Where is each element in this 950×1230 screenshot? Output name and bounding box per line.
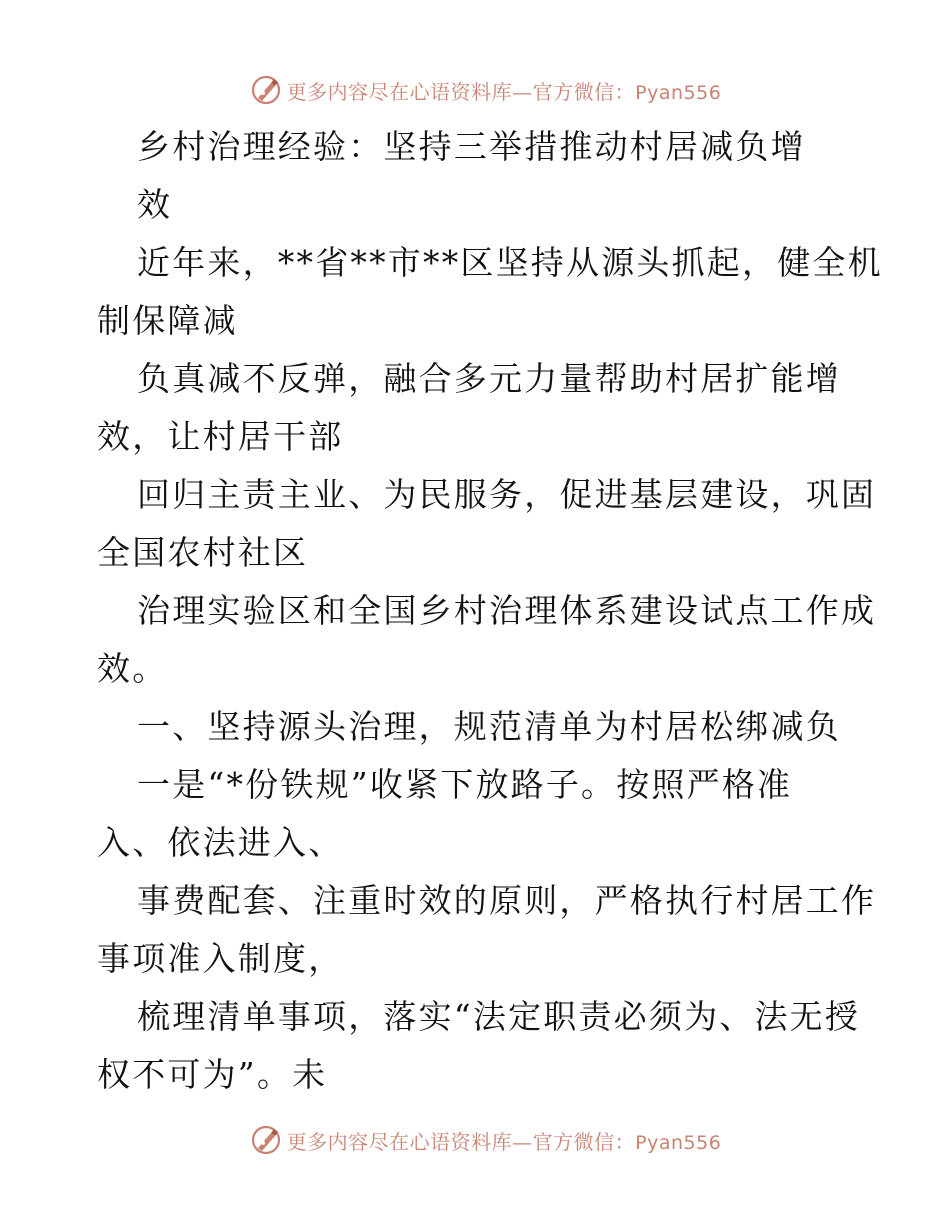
footer-watermark-banner [0, 1120, 950, 1160]
text-line: 权不可为”。未 [97, 1055, 328, 1094]
pen-logo-icon [249, 73, 283, 107]
text-line: 入、依法进入、 [97, 823, 344, 862]
text-line: 效。 [97, 649, 168, 688]
text-line: 一是“*份铁规”收紧下放路子。按照严格准 [137, 765, 793, 804]
text-line: 制保障减 [97, 301, 238, 340]
text-line: 负真减不反弹，融合多元力量帮助村居扩能增 [137, 359, 841, 398]
watermark-text: 更多内容尽在心语资料库—官方微信：Pyan556 [286, 79, 722, 104]
watermark-text: 更多内容尽在心语资料库—官方微信：Pyan556 [286, 1129, 722, 1154]
text-line: 治理实验区和全国乡村治理体系建设试点工作成 [137, 591, 877, 630]
text-line: 事费配套、注重时效的原则，严格执行村居工作 [137, 881, 877, 920]
header-watermark-banner [0, 70, 950, 110]
text-line: 近年来，**省**市**区坚持从源头抓起，健全机 [137, 243, 883, 282]
document-body [97, 118, 883, 1104]
text-line: 回归主责主业、为民服务，促进基层建设，巩固 [137, 475, 877, 514]
text-line: 全国农村社区 [97, 533, 309, 572]
text-line: 效 [137, 185, 173, 224]
text-line: 乡村治理经验：坚持三举措推动村居减负增 [137, 127, 806, 166]
pen-logo-icon [249, 1123, 283, 1157]
text-line: 梳理清单事项，落实“法定职责必须为、法无授 [137, 997, 861, 1036]
text-line: 一、坚持源头治理，规范清单为村居松绑减负 [137, 707, 841, 746]
text-line: 效，让村居干部 [97, 417, 344, 456]
text-line: 事项准入制度， [97, 939, 344, 978]
